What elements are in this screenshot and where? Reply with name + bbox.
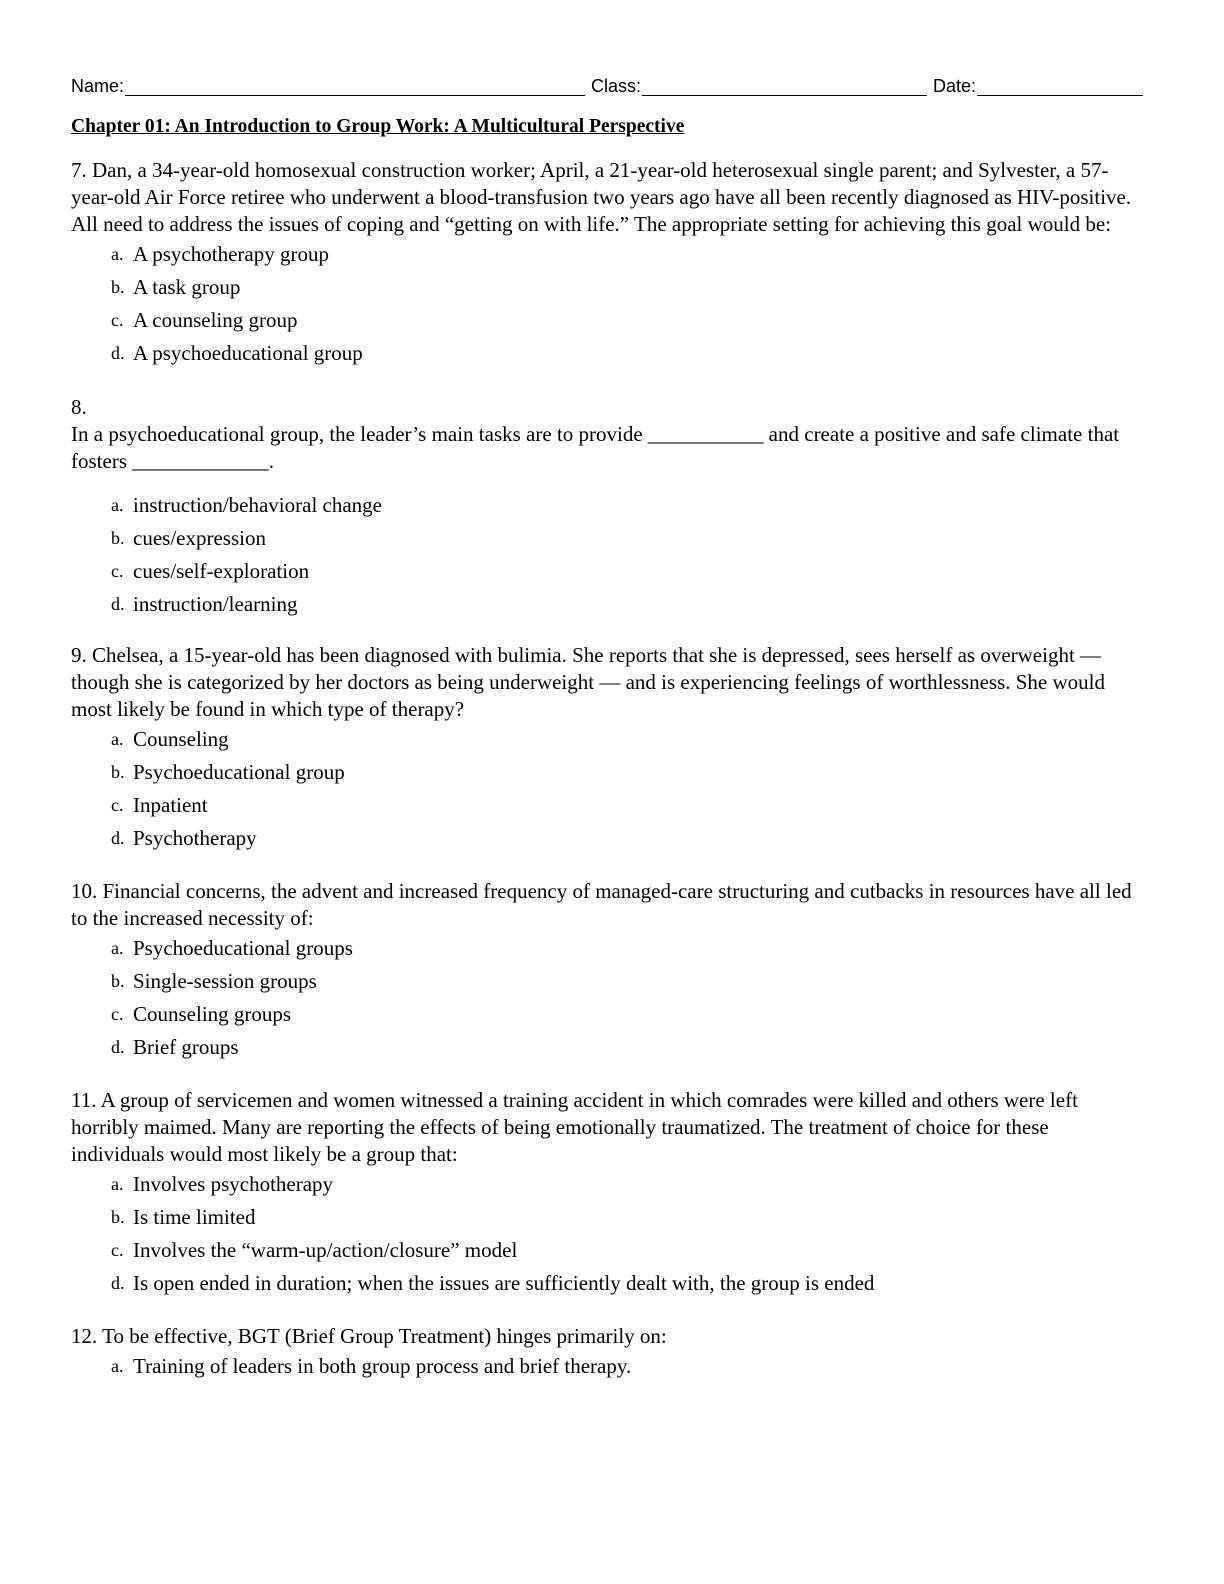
- option-text: Involves the “warm-up/action/closure” model: [133, 1238, 518, 1262]
- option-text: A psychoeducational group: [133, 341, 363, 365]
- option-text: Training of leaders in both group process and brief therapy.: [133, 1354, 632, 1378]
- answer-option: [111, 968, 1143, 1001]
- option-text: Psychoeducational groups: [133, 936, 353, 960]
- answer-option: [111, 1001, 1143, 1034]
- question-number: 12.: [71, 1324, 98, 1348]
- option-letter: d.: [111, 828, 125, 848]
- answer-option: [111, 525, 1143, 558]
- option-text: Is open ended in duration; when the issues are sufficiently dealt with, the group is ended: [133, 1271, 875, 1295]
- answer-options: [71, 241, 1143, 373]
- date-label: Date:: [933, 76, 977, 96]
- question-number: 11.: [71, 1088, 97, 1112]
- option-letter: b.: [111, 277, 125, 297]
- answer-options: [71, 726, 1143, 858]
- chapter-title: Chapter 01: An Introduction to Group Work: A Multicultural Perspective: [71, 116, 685, 137]
- option-text: cues/self-exploration: [133, 559, 310, 583]
- option-letter: a.: [111, 938, 124, 958]
- answer-option: [111, 274, 1143, 307]
- answer-option: [111, 307, 1143, 340]
- name-field-line[interactable]: [125, 77, 585, 96]
- question-text: Chelsea, a 15-year-old has been diagnosed with bulimia. She reports that she is depressed, sees herself as overweight — though she is categorized by her doctors as being underweight — and is experiencing feelings of worthlessness. She would most likely be found in which type of therapy?: [71, 643, 1106, 721]
- option-letter: a.: [111, 244, 124, 264]
- answer-option: [111, 1034, 1143, 1067]
- option-letter: a.: [111, 495, 124, 515]
- question-text: In a psychoeducational group, the leader’s main tasks are to provide ___________ and create a positive and safe climate that fosters _____________.: [71, 422, 1120, 473]
- option-text: cues/expression: [133, 526, 266, 550]
- answer-option: [111, 825, 1143, 858]
- option-text: Psychotherapy: [133, 826, 257, 850]
- question-stem: [71, 157, 1143, 238]
- answer-option: [111, 1353, 1143, 1386]
- question-stem: [71, 1087, 1143, 1168]
- question-stem: [71, 642, 1143, 723]
- question-11: [71, 1087, 1143, 1303]
- name-label: Name:: [71, 76, 125, 96]
- answer-option: [111, 340, 1143, 373]
- class-field-line[interactable]: [642, 77, 927, 96]
- answer-option: [111, 492, 1143, 525]
- answer-option: [111, 1237, 1143, 1270]
- question-stem: [71, 1323, 1143, 1350]
- question-number: 10.: [71, 879, 98, 903]
- option-letter: d.: [111, 1037, 125, 1057]
- option-letter: d.: [111, 594, 125, 614]
- option-text: Brief groups: [133, 1035, 239, 1059]
- option-letter: d.: [111, 343, 125, 363]
- answer-option: [111, 935, 1143, 968]
- answer-option: [111, 792, 1143, 825]
- answer-option: [111, 558, 1143, 591]
- option-letter: d.: [111, 1273, 125, 1293]
- question-text: To be effective, BGT (Brief Group Treatment) hinges primarily on:: [102, 1324, 667, 1348]
- question-number: 7.: [71, 158, 87, 182]
- option-letter: b.: [111, 762, 125, 782]
- document-page: [71, 72, 1143, 1386]
- question-stem: [71, 394, 1143, 475]
- option-text: Single-session groups: [133, 969, 317, 993]
- question-number: 9.: [71, 643, 87, 667]
- answer-option: [111, 1204, 1143, 1237]
- answer-options: [71, 1171, 1143, 1303]
- answer-options: [71, 935, 1143, 1067]
- option-letter: c.: [111, 561, 124, 581]
- question-7: [71, 157, 1143, 373]
- option-text: Counseling: [133, 727, 229, 751]
- option-letter: c.: [111, 1240, 124, 1260]
- question-text: Dan, a 34-year-old homosexual construction worker; April, a 21-year-old heterosexual single parent; and Sylvester, a 57-year-old Air Force retiree who underwent a blood-transfusion two years ago have all been recently diagnosed as HIV-positive. All need to address the issues of coping and “getting on with life.” The appropriate setting for achieving this goal would be:: [71, 158, 1132, 236]
- option-letter: c.: [111, 795, 124, 815]
- answer-option: [111, 759, 1143, 792]
- question-text: Financial concerns, the advent and increased frequency of managed-care structuring and cutbacks in resources have all led to the increased necessity of:: [71, 879, 1132, 930]
- date-field-line[interactable]: [977, 77, 1143, 96]
- question-number: 8.: [71, 395, 87, 419]
- option-letter: b.: [111, 1207, 125, 1227]
- question-12: [71, 1323, 1143, 1386]
- option-letter: a.: [111, 1356, 124, 1376]
- answer-option: [111, 726, 1143, 759]
- option-text: Psychoeducational group: [133, 760, 345, 784]
- question-9: [71, 642, 1143, 858]
- answer-option: [111, 591, 1143, 624]
- answer-option: [111, 1270, 1143, 1303]
- option-letter: b.: [111, 528, 125, 548]
- answer-options: [71, 492, 1143, 624]
- option-letter: a.: [111, 729, 124, 749]
- worksheet-header: [71, 72, 1143, 96]
- option-text: A psychotherapy group: [133, 242, 329, 266]
- option-text: A counseling group: [133, 308, 298, 332]
- option-text: instruction/learning: [133, 592, 298, 616]
- answer-option: [111, 241, 1143, 274]
- option-text: Inpatient: [133, 793, 208, 817]
- option-text: A task group: [133, 275, 241, 299]
- question-stem: [71, 878, 1143, 932]
- option-text: Involves psychotherapy: [133, 1172, 334, 1196]
- option-letter: c.: [111, 310, 124, 330]
- question-8: [71, 394, 1143, 624]
- question-10: [71, 878, 1143, 1067]
- option-text: Is time limited: [133, 1205, 256, 1229]
- option-letter: c.: [111, 1004, 124, 1024]
- question-text: A group of servicemen and women witnessed a training accident in which comrades were killed and others were left horribly maimed. Many are reporting the effects of being emotionally traumatized. The treatment of choice for these individuals would most likely be a group that:: [71, 1088, 1078, 1166]
- option-letter: b.: [111, 971, 125, 991]
- option-letter: a.: [111, 1174, 124, 1194]
- class-label: Class:: [591, 76, 642, 96]
- answer-option: [111, 1171, 1143, 1204]
- option-text: Counseling groups: [133, 1002, 292, 1026]
- answer-options: [71, 1353, 1143, 1386]
- option-text: instruction/behavioral change: [133, 493, 382, 517]
